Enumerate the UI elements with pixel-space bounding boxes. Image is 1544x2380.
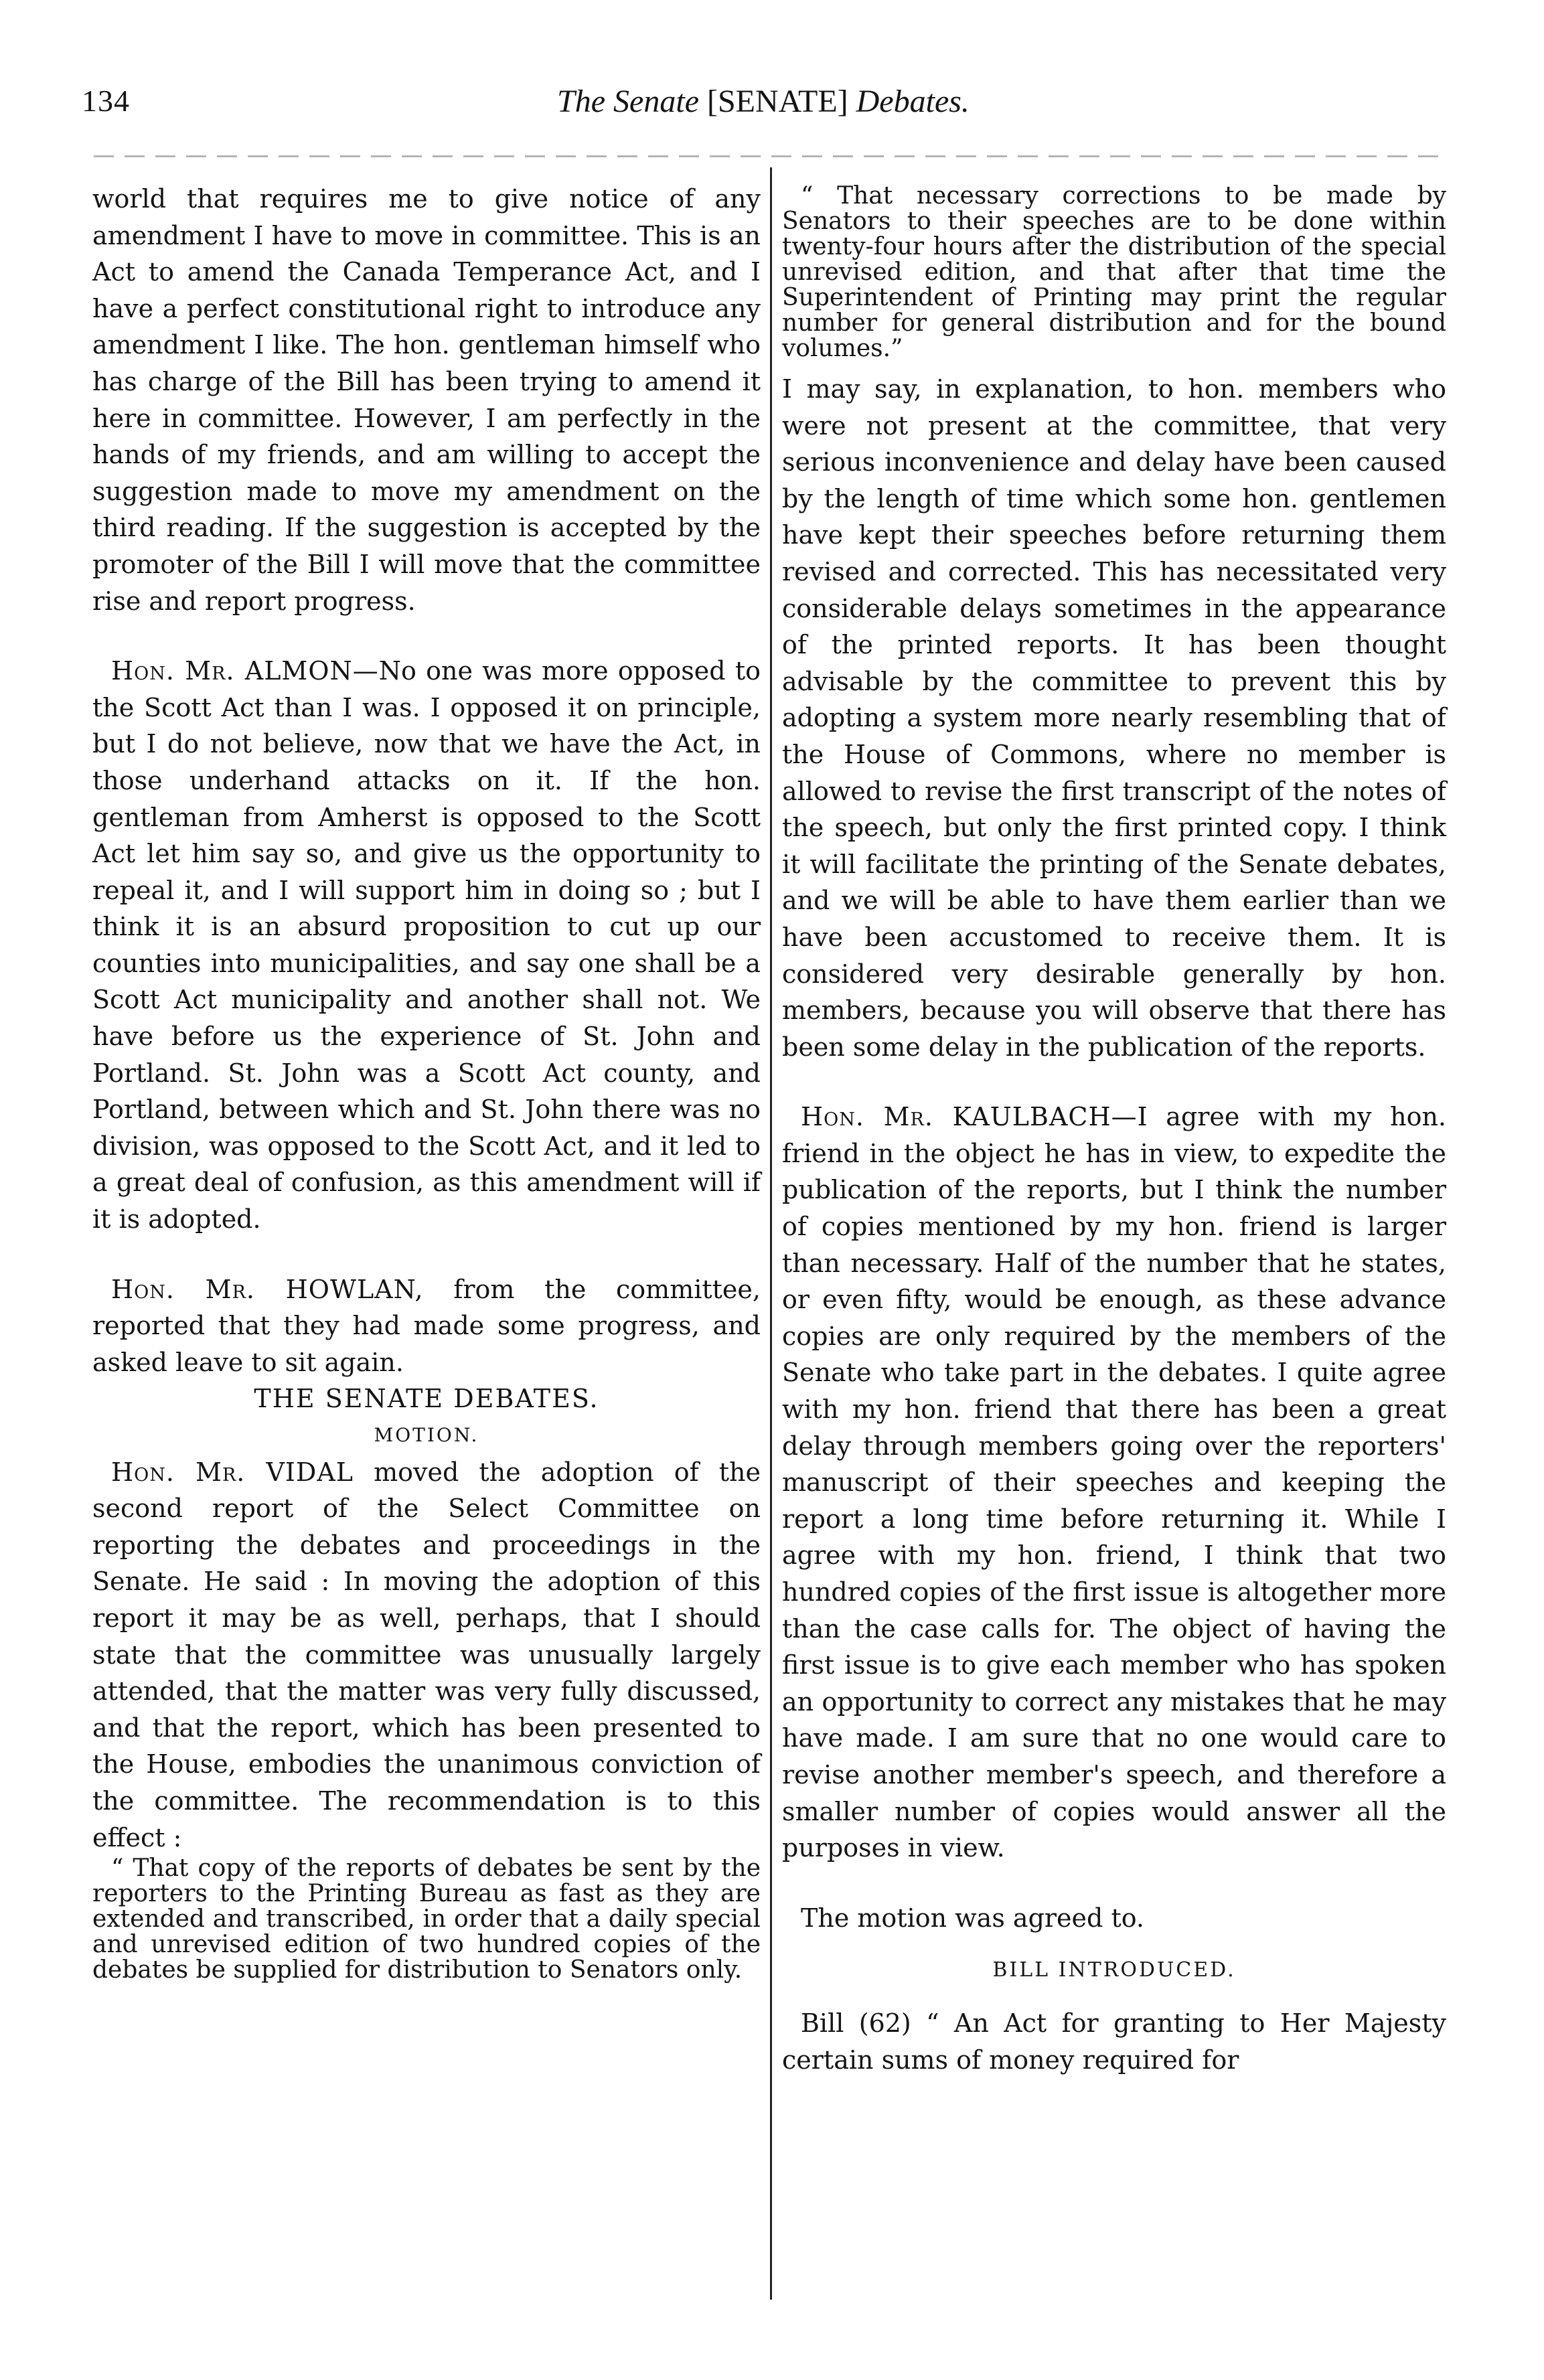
howlan-text: from the committee, reported that they had made some progress, and asked leave to sit again. [92,1274,761,1377]
left-quote: “ That copy of the reports of debates be sent by the reporters to the Printing Bureau as fast as they are extended and transcribed, in order that a daily special and unrevised edition of two hundred copies of the debates be supplied for distribution to Senators only. [92,1854,761,1984]
right-paragraph-bill: Bill (62) “ An Act for granting to Her Majesty certain sums of money required for [782,2008,1446,2075]
almon-speech: No one was more opposed to the Scott Act than I was. I opposed it on principle, but I do not believe, now that we have the Act, in those underhand attacks on it. If the hon. gentleman from Amherst is opposed to the Scott Act let him say so, and give us the opportunity to repeal it, and I will support him in doing so ; but I think it is an absurd proposition to cut up our counties into municipalities, and say one shall be a Scott Act municipality and another shall not. We have before us the experience of St. John and Portland. St. John was a Scott Act county, and Portland, between which and St. John there was no division, was opposed to the Scott Act, and it led to a great deal of confusion, as this amendment will if it is adopted. [92,656,761,1235]
speaker-almon: Hon. Mr. ALMON— [111,656,379,686]
right-paragraph-kaulbach [782,1099,1446,1866]
speaker-howlan: Hon. Mr. HOWLAN, [111,1274,424,1304]
section-title-bill-introduced: BILL INTRODUCED. [992,1958,1236,1982]
page-header [67,83,1460,137]
header-rule [94,155,1446,157]
running-head-left: The Senate [557,84,699,119]
right-paragraph-1: I may say, in explanation, to hon. members who were not present at the committee, that very serious inconvenience and delay have been caused by the length of time which some hon. gentlemen have kept their speeches before returning them revised and corrected. This has necessitated very considerable delays sometimes in the appearance of the printed reports. It has been thought advisable by the committee to prevent this by adopting a system more nearly resembling that of the House of Commons, where no member is allowed to revise the first transcript of the notes of the speech, but only the first printed copy. I think it will facilitate the printing of the Senate debates, and we will be able to have them earlier than we have been accustomed to receive them. It is considered very desirable generally by hon. members, because you will observe that there has been some delay in the publication of the reports. [782,374,1446,1062]
kaulbach-speech: I agree with my hon. friend in the object he has in view, to expedite the publication of the reports, but I think the number of copies mentioned by my hon. friend is larger than necessary. Half of the number that he states, or even fifty, would be enough, as these advance copies are only required by the members of the Senate who take part in the debates. I quite agree with my hon. friend that there has been a great delay through members going over the reporters' manuscript of their speeches and keeping the report a long time before returning it. While I agree with my hon. friend, I think that two hundred copies of the first issue is altogether more than the case calls for. The object of having the first issue is to give each member who has spoken an opportunity to correct any mistakes that he may have made. I am sure that no one would care to revise another member's speech, and therefore a smaller number of copies would answer all the purposes in view. [782,1102,1447,1863]
left-paragraph-howlan [92,1271,761,1381]
speaker-kaulbach: Hon. Mr. KAULBACH— [801,1102,1138,1132]
page-number: 134 [82,84,130,118]
running-head-middle: [SENATE] [707,84,848,119]
right-column [782,181,1446,2078]
column-divider [770,167,772,2300]
left-paragraph-almon [92,653,761,1238]
left-column [92,181,761,1983]
vidal-speech: moved the adoption of the second report of the Select Committee on reporting the debates and proceedings in the Senate. He said : In moving the adoption of this report it may be as well, perhaps, that I should state that the committee was unusually largely attended, that the matter was very fully discussed, and that the report, which has been presented to the House, embodies the unanimous conviction of the committee. The recommendation is to this effect : [92,1457,761,1852]
speaker-vidal: Hon. Mr. VIDAL [111,1457,354,1487]
left-paragraph-vidal [92,1454,761,1856]
section-subtitle-motion: MOTION. [374,1424,479,1446]
running-head [67,83,1460,120]
motion-agreed: The motion was agreed to. [801,1903,1144,1933]
right-quote: “ That necessary corrections to be made by Senators to their speeches are to be done within twenty-four hours after the distribution of the special unrevised edition, and that after that time the Superintendent of Printing may print the regular number for general distribution and for the bound volumes.” [782,182,1446,362]
running-head-right: Debates. [856,84,970,119]
section-title-senate-debates: THE SENATE DEBATES. [254,1384,599,1414]
left-paragraph-1: world that requires me to give notice of any amendment I have to move in committee. This is an Act to amend the Canada Temperance Act, and I have a perfect constitutional right to introduce any amendment I like. The hon. gentleman himself who has charge of the Bill has been trying to amend it here in committee. However, I am perfectly in the hands of my friends, and am willing to accept the suggestion made to move my amendment on the third reading. If the suggestion is accepted by the promoter of the Bill I will move that the committee rise and report progress. [92,184,761,616]
